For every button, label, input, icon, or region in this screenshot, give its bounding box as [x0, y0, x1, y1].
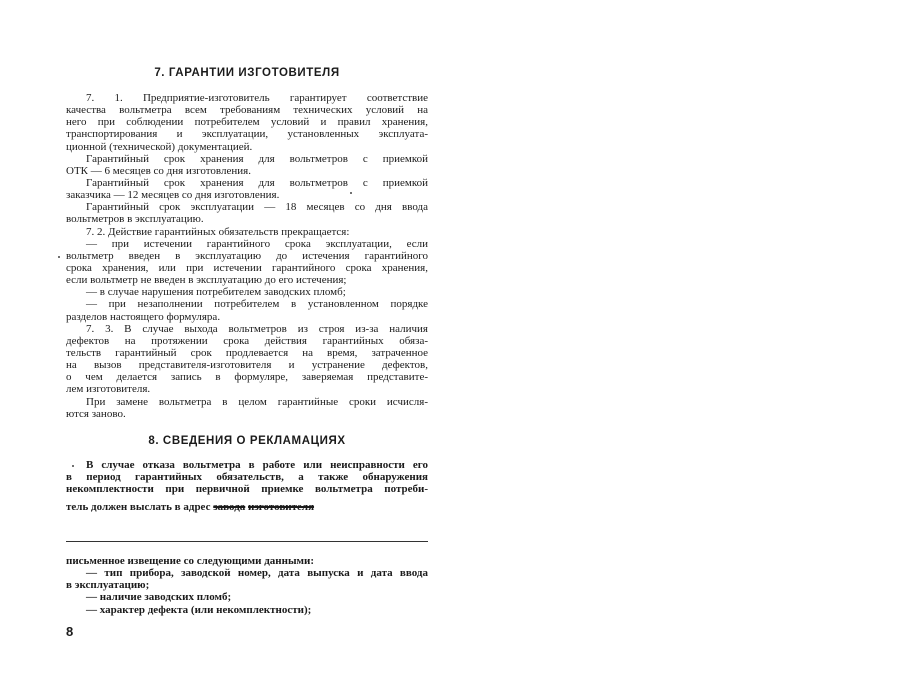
text-line: — наличие заводских пломб;	[86, 591, 232, 604]
text-line: — тип прибора, заводской номер, дата выпуска и дата ввода	[86, 567, 428, 580]
text-line: Гарантийный срок хранения для вольтметров с приемкой	[86, 152, 428, 165]
text-line: о чем делается запись в формуляре, заверяемая представите-	[66, 371, 428, 384]
text-line: 7. 2. Действие гарантийных обязательств прекращается:	[86, 225, 350, 238]
scan-speck	[350, 192, 352, 194]
text-line: ются заново.	[66, 407, 126, 420]
scan-speck	[58, 256, 60, 258]
text-line: на вызов представителя-изготовителя и устранение дефектов,	[66, 359, 428, 372]
text-line: в эксплуатацию;	[66, 579, 150, 592]
text-line: письменное извещение со следующими данными:	[66, 555, 315, 567]
section-8-list	[66, 555, 428, 616]
text-line: вольтметров в эксплуатацию.	[66, 213, 204, 226]
text-line: разделов настоящего формуляра.	[66, 310, 221, 323]
text-line: В случае отказа вольтметра в работе или неисправности его	[86, 459, 428, 471]
scan-speck	[72, 465, 74, 467]
text-line: вольтметр введен в эксплуатацию до истечения гарантийного	[66, 249, 428, 262]
text-line: 7. 1. Предприятие-изготовитель гарантирует соответствие	[86, 92, 428, 104]
struck-word: изготовителя	[248, 501, 315, 513]
address-prefix: тель должен выслать в адрес	[66, 501, 211, 513]
text-line: качества вольтметра всем требованиям технических условий на	[66, 104, 428, 117]
text-line: заказчика — 12 месяцев со дня изготовления.	[66, 189, 280, 202]
text-line: некомплектности при первичной приемке вольтметра потреби-	[66, 483, 428, 496]
text-line: тельств гарантийный срок продлевается на время, затраченное	[66, 346, 428, 359]
section-8-intro	[66, 459, 428, 495]
text-line: При замене вольтметра в целом гарантийные сроки исчисля-	[86, 395, 428, 408]
struck-word: завода	[213, 501, 246, 513]
text-line: дефектов на протяжении срока действия гарантийных обяза-	[66, 334, 428, 347]
text-line: — характер дефекта (или некомплектности);	[86, 603, 312, 616]
text-line: Гарантийный срок эксплуатации — 18 месяцев со дня ввода	[86, 201, 428, 214]
address-line	[66, 501, 428, 513]
blank-fill-line	[66, 541, 428, 542]
text-line: 7. 3. В случае выхода вольтметров из строя из-за наличия	[86, 322, 428, 335]
document-page	[66, 0, 428, 689]
text-line: Гарантийный срок хранения для вольтметров с приемкой	[86, 176, 428, 189]
text-line: — в случае нарушения потребителем заводских пломб;	[86, 286, 346, 299]
page-number: 8	[66, 624, 74, 639]
text-line: него при соблюдении потребителем условий и правил хранения,	[66, 116, 428, 129]
text-line: срока хранения, или при истечении гарантийного срока хранения,	[66, 261, 428, 274]
text-line: в период гарантийных обязательств, а также обнаружения	[66, 471, 428, 484]
section-7-heading: 7. ГАРАНТИИ ИЗГОТОВИТЕЛЯ	[154, 67, 340, 79]
section-7-body	[66, 92, 428, 420]
text-line: транспортирования и эксплуатации, установленных эксплуата-	[66, 128, 428, 141]
text-line: ционной (технической) документацией.	[66, 140, 253, 153]
text-line: если вольтметр не введен в эксплуатацию до его истечения;	[66, 274, 347, 287]
text-line: — при незаполнении потребителем в установленном порядке	[86, 298, 428, 311]
text-line: — при истечении гарантийного срока эксплуатации, если	[86, 237, 428, 250]
text-line: лем изготовителя.	[66, 383, 151, 396]
section-8-heading: 8. СВЕДЕНИЯ О РЕКЛАМАЦИЯХ	[148, 435, 346, 447]
text-line: ОТК — 6 месяцев со дня изготовления.	[66, 164, 251, 177]
